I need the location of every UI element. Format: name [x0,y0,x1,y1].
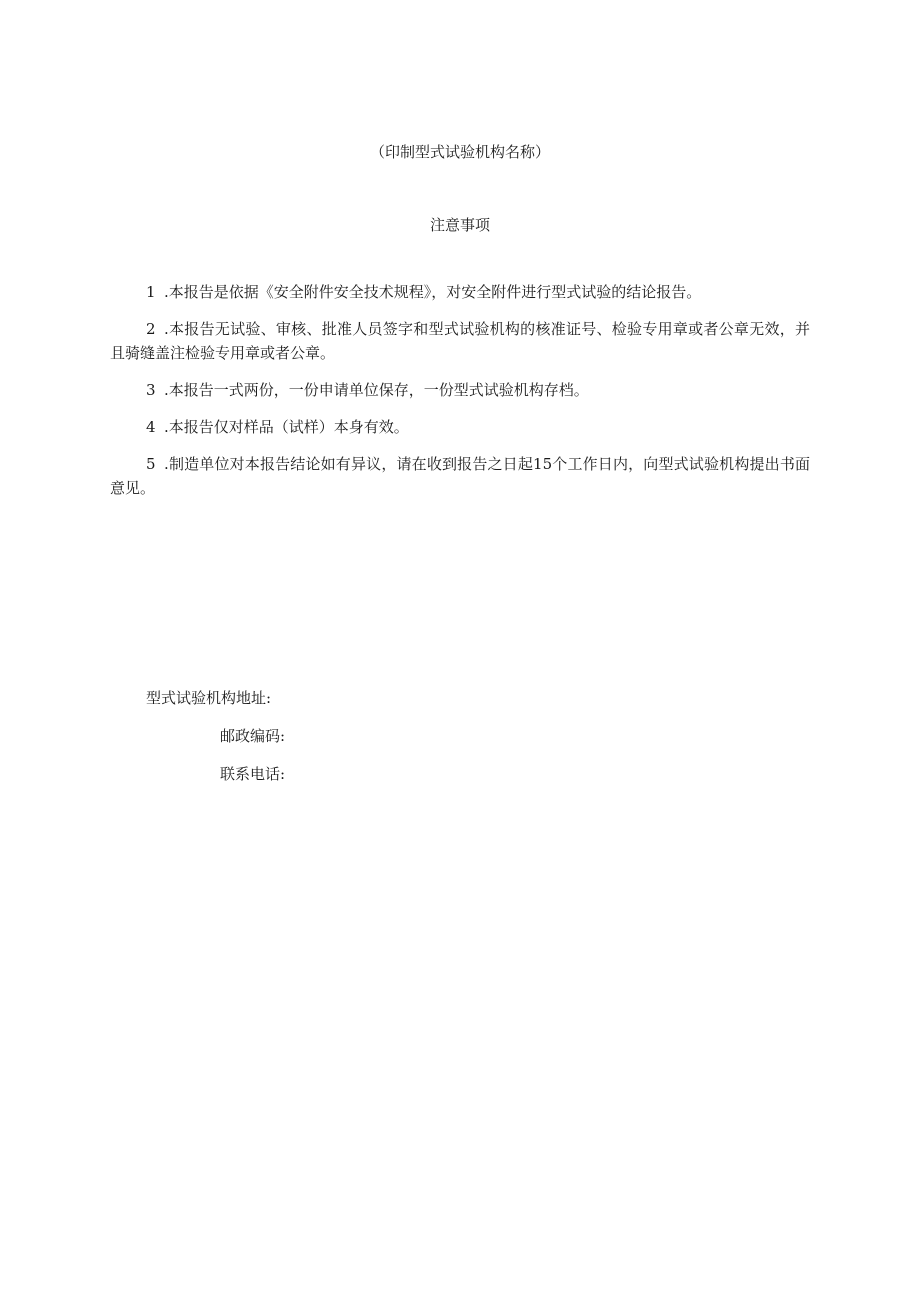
notice-title: 注意事项 [429,216,490,234]
notice-item-3 [110,378,810,402]
notice-item-text: .本报告一式两份，一份申请单位保存，一份型式试验机构存档。 [164,381,589,399]
notice-item-number: 1 [146,283,156,301]
notice-item-number: 4 [146,418,156,436]
notice-item-2 [110,317,810,365]
notice-item-text: .本报告仅对样品（试样）本身有效。 [164,418,409,436]
notice-item-5 [110,452,810,500]
postcode-label: 邮政编码: [220,727,286,745]
address-label: 型式试验机构地址: [146,689,272,707]
notice-list [110,280,810,513]
notice-item-number: 5 [146,455,156,473]
notice-item-text: .制造单位对本报告结论如有异议，请在收到报告之日起15个工作日内，向型式试验机构提出书面意见。 [110,455,810,497]
notice-item-number: 2 [146,320,156,338]
notice-item-4 [110,415,810,439]
notice-item-text: .本报告是依据《安全附件安全技术规程》，对安全附件进行型式试验的结论报告。 [164,283,702,301]
notice-item-number: 3 [146,381,156,399]
org-name-heading: （印制型式试验机构名称） [369,143,550,161]
notice-item-1 [110,280,810,304]
phone-label: 联系电话: [220,765,286,783]
notice-item-text: .本报告无试验、审核、批准人员签字和型式试验机构的核准证号、检验专用章或者公章无效，并且骑缝盖注检验专用章或者公章。 [110,320,810,362]
